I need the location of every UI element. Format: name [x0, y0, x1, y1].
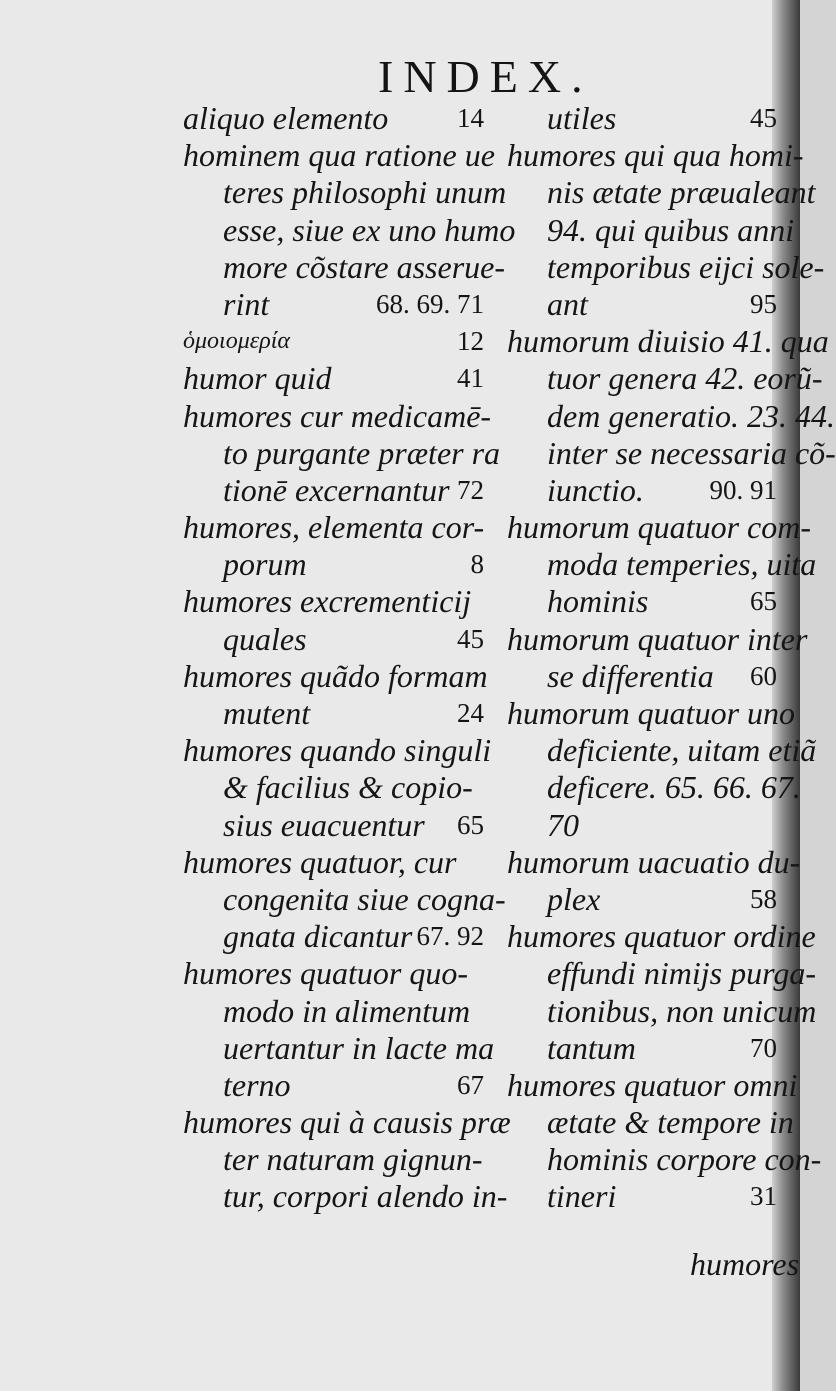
entry-text: inter se necessaria cõ- — [547, 434, 836, 471]
index-entry-line — [507, 918, 816, 955]
catchword: humores — [690, 1246, 800, 1282]
index-entry-line — [183, 434, 501, 472]
entry-text: humores quando singuli — [183, 732, 492, 769]
index-entry-line — [183, 1178, 508, 1215]
index-entry-line — [507, 248, 825, 286]
entry-text: ætate & tempore in — [547, 1104, 794, 1141]
entry-text: se differentia — [547, 657, 714, 694]
entry-text: hominis corpore con- — [547, 1141, 822, 1178]
index-entry-line — [183, 137, 495, 174]
entry-text: uertantur in lacte ma — [223, 1029, 495, 1066]
page-reference: 60 — [750, 660, 777, 691]
entry-text: effundi nimijs purga- — [547, 955, 817, 992]
entry-text: ant — [547, 285, 588, 322]
index-entry-line — [183, 1141, 488, 1178]
page-reference: 70 — [750, 1032, 777, 1063]
index-column-right — [507, 100, 836, 1216]
index-entry-line — [507, 360, 823, 397]
index-entry-line — [183, 360, 488, 397]
index-entry-line — [183, 807, 488, 844]
entry-text: humores quatuor omni — [507, 1066, 798, 1103]
entry-text: iunctio. — [547, 471, 644, 508]
entry-text: humores quãdo formam — [183, 657, 488, 694]
index-entry-line — [507, 769, 801, 806]
index-entry-line — [183, 695, 488, 732]
page-reference: 90. 91 — [709, 474, 777, 505]
index-entry-line — [507, 992, 817, 1030]
entry-text: tionibus, non unicum — [547, 992, 817, 1029]
index-entry-line — [507, 955, 817, 992]
index-entry-line — [507, 1141, 822, 1178]
entry-text: congenita siue cogna- — [223, 880, 506, 917]
entry-text: sius euacuentur — [223, 806, 425, 843]
entry-text: humorum diuisio 41. qua — [507, 323, 829, 360]
entry-text: tineri — [547, 1178, 617, 1215]
entry-text: deficiente, uitam etiã — [547, 732, 817, 769]
index-entry-line — [183, 658, 488, 695]
index-entry-line — [507, 546, 817, 583]
entry-text: utiles — [547, 100, 617, 136]
entry-text: porum — [223, 546, 307, 583]
entry-text: temporibus eijci sole- — [547, 248, 825, 285]
entry-text: hominem qua ratione ue — [183, 137, 495, 174]
entry-text: nis ætate præualeant — [547, 174, 816, 211]
entry-text: humores, elementa cor- — [183, 509, 485, 546]
page-reference: 65 — [750, 586, 777, 617]
index-entry-line — [183, 397, 492, 435]
index-entry-line — [183, 100, 488, 137]
page-reference: 67 — [457, 1069, 484, 1100]
index-entry-line — [183, 546, 488, 583]
entry-text: moda temperies, uita — [547, 546, 817, 583]
page-header: INDEX. — [378, 51, 593, 102]
index-entry-line — [183, 509, 488, 546]
entry-text: 70 — [547, 806, 579, 843]
index-entry-line — [507, 881, 777, 918]
index-entry-line — [507, 695, 796, 732]
entry-text: humores quatuor quo- — [183, 955, 469, 992]
entry-text: to purgante præter ra — [223, 434, 501, 471]
page-reference: 8 — [470, 549, 484, 580]
entry-text: esse, siue ex uno humo — [223, 211, 516, 248]
page-reference: 14 — [457, 103, 484, 133]
index-entry-line — [507, 211, 795, 249]
index-entry-line — [183, 880, 506, 918]
entry-text: humores quatuor, cur — [183, 843, 457, 880]
page-reference: 24 — [457, 698, 484, 728]
index-entry-line — [507, 807, 777, 844]
page-reference: 65 — [457, 809, 484, 840]
index-entry-line — [183, 1029, 495, 1067]
page-reference: 58 — [750, 883, 777, 914]
entry-text: hominis — [547, 583, 649, 620]
index-entry-line — [183, 1067, 488, 1104]
index-entry-line — [507, 1030, 777, 1067]
index-entry-line — [507, 1066, 798, 1104]
index-entry-line — [507, 100, 777, 137]
index-entry-line — [183, 621, 488, 658]
index-entry-line — [183, 732, 492, 769]
entry-text: humores quatuor ordine — [507, 918, 816, 955]
index-entry-line — [507, 434, 836, 472]
page-reference: 45 — [750, 103, 777, 133]
page-reference: 67. 92 — [416, 921, 484, 952]
entry-text: humores qui qua homi- — [507, 137, 804, 174]
index-entry-line — [507, 472, 777, 509]
index-entry-line — [183, 918, 488, 955]
index-entry-line — [507, 174, 816, 211]
entry-text: plex — [547, 880, 601, 917]
index-entry-line — [507, 843, 801, 881]
entry-text: humorum uacuatio du- — [507, 843, 801, 880]
index-entry-line — [507, 397, 835, 435]
entry-text: aliquo elemento — [183, 100, 389, 136]
index-entry-line — [183, 248, 506, 286]
entry-text: 94. qui quibus anni — [547, 211, 795, 248]
entry-text: rint — [223, 285, 270, 322]
index-entry-line — [183, 211, 516, 249]
index-entry-line — [507, 620, 808, 658]
page-reference: 31 — [750, 1181, 777, 1212]
index-entry-line — [507, 1104, 794, 1141]
index-entry-line — [507, 583, 777, 620]
index-entry-line — [183, 993, 488, 1030]
entry-text: mutent — [223, 695, 311, 731]
page-reference: 45 — [457, 623, 484, 654]
index-entry-line — [183, 1104, 511, 1141]
entry-text: humores excrementicij — [183, 583, 472, 620]
entry-text: teres philosophi unum — [223, 174, 507, 211]
index-entry-line — [183, 323, 488, 360]
entry-text: ὁμοιομερία — [183, 328, 291, 355]
index-entry-line — [507, 323, 829, 360]
entry-text: humores cur medicamē- — [183, 397, 492, 434]
entry-text: humorum quatuor com- — [507, 509, 811, 546]
page-reference: 12 — [457, 326, 484, 357]
page-reference: 95 — [750, 288, 777, 319]
entry-text: humores qui à causis præ — [183, 1104, 511, 1141]
index-entry-line — [507, 658, 777, 695]
index-entry-line — [507, 286, 777, 323]
entry-text: tur, corpori alendo in- — [223, 1178, 508, 1215]
index-entry-line — [183, 583, 488, 620]
index-entry-line — [183, 769, 488, 806]
entry-text: humorum quatuor uno — [507, 695, 796, 731]
index-entry-line — [183, 286, 488, 323]
index-entry-line — [183, 844, 488, 881]
entry-text: tantum — [547, 1029, 636, 1066]
entry-text: modo in alimentum — [223, 992, 471, 1029]
index-entry-line — [507, 1178, 777, 1215]
entry-text: tionē excernantur — [223, 471, 450, 508]
index-entry-line — [507, 137, 804, 174]
entry-text: deficere. 65. 66. 67. — [547, 769, 801, 806]
entry-text: humor quid — [183, 360, 332, 397]
page-reference: 72 — [457, 474, 484, 505]
index-column-left — [183, 100, 516, 1216]
page-reference: 68. 69. 71 — [376, 288, 484, 319]
entry-text: ter naturam gignun- — [223, 1141, 483, 1178]
entry-text: humorum quatuor inter — [507, 620, 808, 657]
entry-text: terno — [223, 1066, 291, 1103]
index-entry-line — [183, 174, 507, 211]
page-reference: 41 — [457, 363, 484, 394]
index-entry-line — [183, 472, 488, 509]
entry-text: & facilius & copio- — [223, 769, 473, 806]
entry-text: quales — [223, 620, 307, 657]
entry-text: more cõstare asserue- — [223, 248, 506, 285]
index-entry-line — [183, 955, 488, 992]
entry-text: gnata dicantur — [223, 918, 413, 955]
index-entry-line — [507, 509, 811, 546]
index-entry-line — [507, 732, 817, 769]
entry-text: tuor genera 42. eorũ- — [547, 360, 823, 397]
entry-text: dem generatio. 23. 44. — [547, 397, 835, 434]
